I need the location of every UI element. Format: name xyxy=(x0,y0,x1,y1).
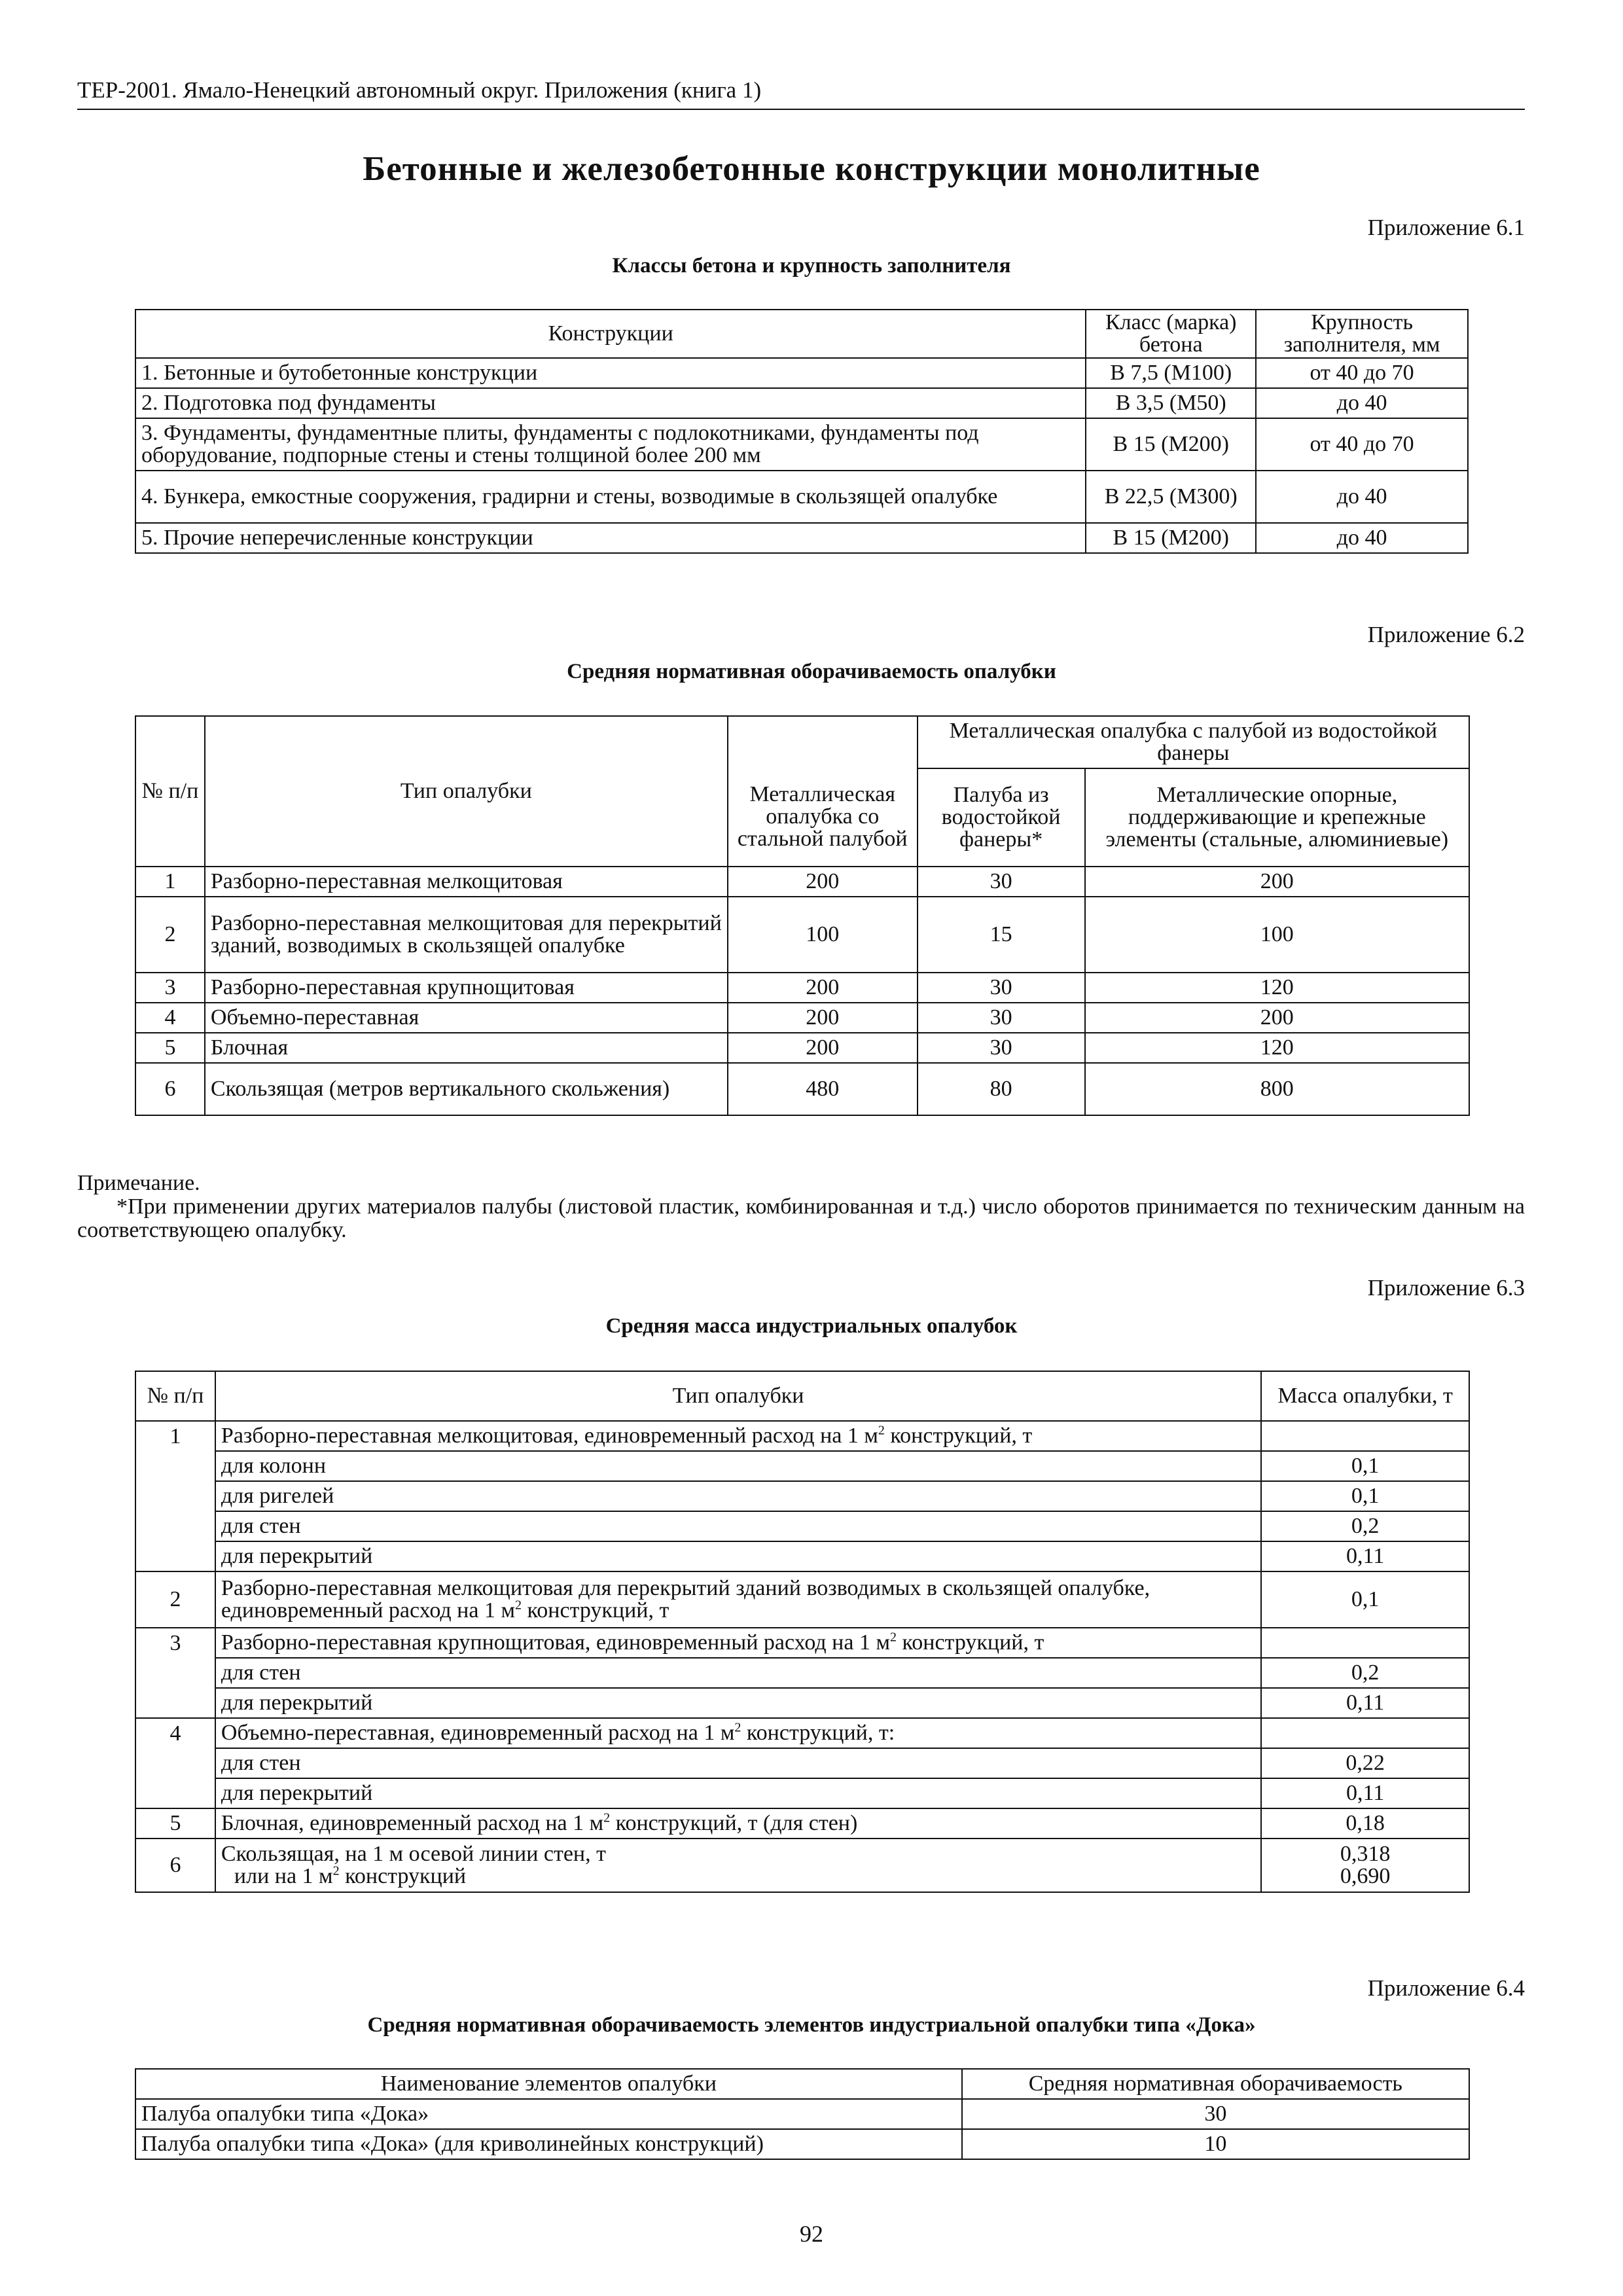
table-row xyxy=(135,1839,1469,1892)
table-cell: 1 xyxy=(135,867,205,897)
table-cell: 1. Бетонные и бутобетонные конструкции xyxy=(135,358,1086,388)
appendix-6-2-label: Приложение 6.2 xyxy=(1367,622,1525,647)
table-cell: 800 xyxy=(1085,1063,1469,1115)
table-header: Тип опалубки xyxy=(205,716,728,867)
table-header: Крупность заполнителя, мм xyxy=(1256,310,1468,358)
table-row xyxy=(135,897,1469,973)
table-cell: до 40 xyxy=(1256,388,1468,418)
table-cell: 2 xyxy=(135,897,205,973)
table-cell: Разборно-переставная крупнощитовая, единовременный расход на 1 $м^2$ конструкций, т xyxy=(215,1628,1261,1658)
table-cell: 200 xyxy=(728,1033,918,1063)
table-cell: для перекрытий xyxy=(215,1541,1261,1571)
doka-turnover-table xyxy=(135,2068,1470,2160)
table-cell: 0,1 xyxy=(1261,1571,1469,1628)
table-cell: от 40 до 70 xyxy=(1256,358,1468,388)
running-header: ТЕР-2001. Ямало-Ненецкий автономный округ. Приложения (книга 1) xyxy=(77,76,1525,110)
table-header: Наименование элементов опалубки xyxy=(135,2069,962,2099)
table-cell: 0,2 xyxy=(1261,1658,1469,1688)
table-cell: 0,2 xyxy=(1261,1511,1469,1541)
table-cell: до 40 xyxy=(1256,523,1468,553)
table-row xyxy=(135,2099,1469,2129)
table-cell: 0,1 xyxy=(1261,1481,1469,1511)
appendix-6-3-label: Приложение 6.3 xyxy=(1367,1275,1525,1300)
table-cell: от 40 до 70 xyxy=(1256,418,1468,471)
table-cell: Палуба опалубки типа «Дока» xyxy=(135,2099,962,2129)
table-header: Средняя нормативная оборачиваемость xyxy=(962,2069,1469,2099)
table-cell: 80 xyxy=(918,1063,1085,1115)
table-cell: 120 xyxy=(1085,973,1469,1003)
note-title: Примечание. xyxy=(77,1171,200,1195)
table-cell: до 40 xyxy=(1256,471,1468,523)
page-number: 92 xyxy=(800,2221,823,2247)
appendix-6-1-label: Приложение 6.1 xyxy=(1367,215,1525,240)
table-cell: 200 xyxy=(728,973,918,1003)
table-cell xyxy=(1261,1421,1469,1451)
appendix-6-1-title: Классы бетона и крупность заполнителя xyxy=(612,254,1011,278)
table-cell: Блочная, единовременный расход на 1 $м^2$ конструкций, т (для стен) xyxy=(215,1808,1261,1839)
table-cell: Объемно-переставная, единовременный расход на 1 $м^2$ конструкций, т: xyxy=(215,1718,1261,1748)
appendix-6-3-title: Средняя масса индустриальных опалубок xyxy=(605,1314,1018,1338)
table-cell: 200 xyxy=(1085,1003,1469,1033)
table-cell: 6 xyxy=(135,1839,215,1892)
table-cell: 30 xyxy=(918,1003,1085,1033)
table-cell: 200 xyxy=(728,867,918,897)
table-cell: В 15 (М200) xyxy=(1086,418,1256,471)
table-cell: 200 xyxy=(728,1003,918,1033)
table-cell: для ригелей xyxy=(215,1481,1261,1511)
table-cell: Разборно-переставная мелкощитовая, единовременный расход на 1 $м^2$ конструкций, т xyxy=(215,1421,1261,1451)
table-cell: Разборно-переставная крупнощитовая xyxy=(205,973,728,1003)
table-cell: 0,11 xyxy=(1261,1541,1469,1571)
table-row xyxy=(135,2129,1469,2159)
table-row xyxy=(135,1688,1469,1718)
table-row xyxy=(135,358,1468,388)
table-header: Класс (марка) бетона xyxy=(1086,310,1256,358)
table-cell: 0,318 0,690 xyxy=(1261,1839,1469,1892)
table-cell: Скользящая (метров вертикального скольжения) xyxy=(205,1063,728,1115)
table-cell: Разборно-переставная мелкощитовая для перекрытий зданий возводимых в скользящей опалубке, единовременный расход на 1 $м^2$ конструкций, т xyxy=(215,1571,1261,1628)
table-row xyxy=(135,1033,1469,1063)
table-header: Металлическая опалубка с палубой из водостойкой фанеры xyxy=(918,716,1469,768)
table-cell: Разборно-переставная мелкощитовая xyxy=(205,867,728,897)
table-cell: 10 xyxy=(962,2129,1469,2159)
table-row xyxy=(135,1718,1469,1748)
table-cell: В 3,5 (М50) xyxy=(1086,388,1256,418)
table-cell: В 15 (М200) xyxy=(1086,523,1256,553)
table-cell: 0,18 xyxy=(1261,1808,1469,1839)
table-cell: для стен xyxy=(215,1658,1261,1688)
table-cell: 480 xyxy=(728,1063,918,1115)
appendix-6-2-title: Средняя нормативная оборачиваемость опалубки xyxy=(567,660,1056,683)
table-header: Палуба из водостойкой фанеры* xyxy=(918,768,1085,867)
table-cell: 4 xyxy=(135,1003,205,1033)
table-cell: 6 xyxy=(135,1063,205,1115)
table-row xyxy=(135,471,1468,523)
table-row xyxy=(135,388,1468,418)
table-row xyxy=(135,973,1469,1003)
table-cell xyxy=(1261,1718,1469,1748)
table-cell: 4. Бункера, емкостные сооружения, градирни и стены, возводимые в скользящей опалубке xyxy=(135,471,1086,523)
table-cell: 0,1 xyxy=(1261,1451,1469,1481)
table-cell: Палуба опалубки типа «Дока» (для криволинейных конструкций) xyxy=(135,2129,962,2159)
table-row xyxy=(135,418,1468,471)
table-header: Конструкции xyxy=(135,310,1086,358)
note-text: *При применении других материалов палубы (листовой пластик, комбинированная и т.д.) число оборотов принимается по техническим данным на соответствующею опалубку. xyxy=(77,1194,1525,1242)
table-cell: 3 xyxy=(135,973,205,1003)
table-header: № п/п xyxy=(135,716,205,867)
main-title: Бетонные и железобетонные конструкции монолитные xyxy=(363,150,1260,188)
formwork-turnover-table xyxy=(135,715,1470,1116)
table-row xyxy=(135,1571,1469,1628)
table-header: Масса опалубки, т xyxy=(1261,1371,1469,1421)
table-cell: В 22,5 (М300) xyxy=(1086,471,1256,523)
table-row xyxy=(135,1808,1469,1839)
table-cell: 120 xyxy=(1085,1033,1469,1063)
table-cell: для стен xyxy=(215,1748,1261,1778)
table-row xyxy=(135,1748,1469,1778)
table-row xyxy=(135,1511,1469,1541)
table-cell: Скользящая, на 1 м осевой линии стен, т или на 1 $м^2$ конструкций xyxy=(215,1839,1261,1892)
table-cell: 2. Подготовка под фундаменты xyxy=(135,388,1086,418)
table-row xyxy=(135,1481,1469,1511)
table-row xyxy=(135,1778,1469,1808)
formwork-mass-table xyxy=(135,1371,1470,1893)
appendix-6-4-label: Приложение 6.4 xyxy=(1367,1975,1525,2001)
table-cell: 15 xyxy=(918,897,1085,973)
table-cell: 0,11 xyxy=(1261,1688,1469,1718)
table-row xyxy=(135,523,1468,553)
table-cell: Разборно-переставная мелкощитовая для перекрытий зданий, возводимых в скользящей опалубке xyxy=(205,897,728,973)
table-cell: для перекрытий xyxy=(215,1688,1261,1718)
table-cell: 5 xyxy=(135,1808,215,1839)
appendix-6-4-title: Средняя нормативная оборачиваемость элементов индустриальной опалубки типа «Дока» xyxy=(367,2013,1256,2037)
table-header: Металлическая опалубка со стальной палубой xyxy=(728,716,918,867)
table-cell: Блочная xyxy=(205,1033,728,1063)
table-cell: 3 xyxy=(135,1628,215,1658)
table-cell: 0,11 xyxy=(1261,1778,1469,1808)
table-row xyxy=(135,1628,1469,1658)
table-row xyxy=(135,1063,1469,1115)
table-row xyxy=(135,867,1469,897)
table-cell: 3. Фундаменты, фундаментные плиты, фундаменты с подлокотниками, фундаменты под оборудование, подпорные стены и стены толщиной более 200 мм xyxy=(135,418,1086,471)
table-header: № п/п xyxy=(135,1371,215,1421)
table-cell: 30 xyxy=(918,867,1085,897)
table-cell xyxy=(1261,1628,1469,1658)
table-cell: 100 xyxy=(1085,897,1469,973)
table-cell: 2 xyxy=(135,1571,215,1628)
table-row xyxy=(135,1541,1469,1571)
table-cell: для колонн xyxy=(215,1451,1261,1481)
table-cell: 30 xyxy=(918,973,1085,1003)
table-header: Тип опалубки xyxy=(215,1371,1261,1421)
table-row xyxy=(135,1658,1469,1688)
table-row xyxy=(135,1003,1469,1033)
table-row xyxy=(135,1451,1469,1481)
concrete-classes-table xyxy=(135,309,1469,554)
table-cell: 200 xyxy=(1085,867,1469,897)
table-cell: для перекрытий xyxy=(215,1778,1261,1808)
table-cell: Объемно-переставная xyxy=(205,1003,728,1033)
table-cell: 100 xyxy=(728,897,918,973)
table-cell: 0,22 xyxy=(1261,1748,1469,1778)
table-cell: 4 xyxy=(135,1718,215,1748)
table-cell: 5. Прочие неперечисленные конструкции xyxy=(135,523,1086,553)
table-cell: 30 xyxy=(918,1033,1085,1063)
table-cell: для стен xyxy=(215,1511,1261,1541)
table-cell: 1 xyxy=(135,1421,215,1451)
table-cell: В 7,5 (М100) xyxy=(1086,358,1256,388)
table-cell: 30 xyxy=(962,2099,1469,2129)
table-header: Металлические опорные, поддерживающие и крепежные элементы (стальные, алюминиевые) xyxy=(1085,768,1469,867)
table-row xyxy=(135,1421,1469,1451)
table-cell: 5 xyxy=(135,1033,205,1063)
